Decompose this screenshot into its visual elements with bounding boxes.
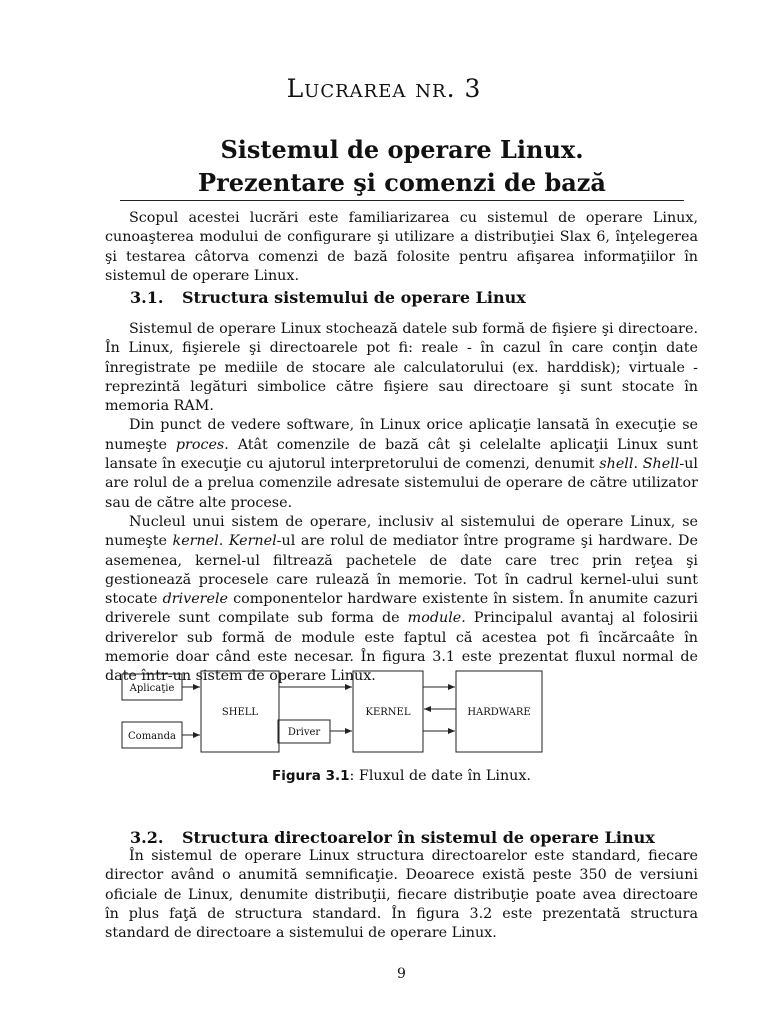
section-number: 3.2. <box>130 828 164 847</box>
driver-label: Driver <box>287 727 321 738</box>
intro-paragraph <box>105 209 698 286</box>
chapter-heading: Lucrarea nr. 3 <box>286 74 482 103</box>
page-title <box>120 133 684 199</box>
section-3-2-body <box>105 847 698 943</box>
aplicatie-label: Aplicaţie <box>129 683 175 694</box>
section-heading-3-1 <box>130 288 526 307</box>
intro-text: Scopul acestei lucrări este familiarizarea cu sistemul de operare Linux, cunoaşterea modului de configurare şi utilizare a distribuţiei Slax 6, înţelegerea şi testarea câtorva comenzi de bază folosite pentru afişarea informaţiilor în sistemul de operare Linux. <box>105 210 698 284</box>
page-number: 9 <box>397 966 406 982</box>
hardware-label: HARDWARE <box>467 707 531 718</box>
section-title: Structura sistemului de operare Linux <box>182 288 526 307</box>
section-heading-3-2 <box>130 828 655 847</box>
paragraph: Sistemul de operare Linux stochează datele sub formă de fişiere şi directoare. În Linux, fişierele şi directoarele pot fi: reale - în cazul în care conţin date înregistrate pe mediile de stocare ale calculatorului (ex. harddisk); virtuale - reprezintă legături simbolice către fişiere sau directoare şi sunt stocate în memoria RAM. <box>105 321 698 415</box>
section-number: 3.1. <box>130 288 164 307</box>
comanda-label: Comanda <box>128 731 176 742</box>
figure-text: : Fluxul de date în Linux. <box>349 768 531 784</box>
paragraph: Din punct de vedere software, în Linux orice aplicaţie lansată în execuţie se numeşte proces. Atât comenzile de bază cât şi celelalte aplicaţii Linux sunt lansate în execuţie cu ajutorul interpretorului de comenzi, denumit shell. Shell-ul are rolul de a prelua comenzile adresate sistemului de operare de către utilizator sau de către alte procese. <box>105 417 698 511</box>
kernel-label: KERNEL <box>365 707 411 718</box>
section-3-1-body <box>105 320 698 687</box>
figure-label: Figura 3.1 <box>272 768 350 784</box>
title-line-1: Sistemul de operare Linux. <box>220 135 584 164</box>
paragraph: Nucleul unui sistem de operare, inclusiv al sistemului de operare Linux, se numeşte kernel. Kernel-ul are rolul de mediator între programe şi hardware. De asemenea, kernel-ul filtrează pachetele de date care trec prin reţea şi gestionează procesele care rulează în memorie. Tot în cadrul kernel-ului sunt stocate driverele componentelor hardware existente în sistem. În anumite cazuri driverele sunt compilate sub forma de module. Principalul avantaj al folosirii driverelor sub formă de module este faptul că acestea pot fi încărcaâte în memorie doar când este necesar. În figura 3.1 este prezentat fluxul normal de date într-un sistem de operare Linux. <box>105 513 698 685</box>
title-divider <box>120 200 684 201</box>
title-line-2: Prezentare şi comenzi de bază <box>198 168 606 197</box>
data-flow-diagram <box>105 660 565 770</box>
shell-label: SHELL <box>221 707 259 718</box>
section-title: Structura directoarelor în sistemul de operare Linux <box>182 828 655 847</box>
paragraph: În sistemul de operare Linux structura directoarelor este standard, fiecare director având o anumită semnificaţie. Deoarece există peste 350 de versiuni oficiale de Linux, denumite distribuţii, fiecare distribuţie poate avea directoare în plus faţă de structura standard. În figura 3.2 este prezentată structura standard de directoare a sistemului de operare Linux. <box>105 848 698 942</box>
figure-caption <box>0 768 768 784</box>
